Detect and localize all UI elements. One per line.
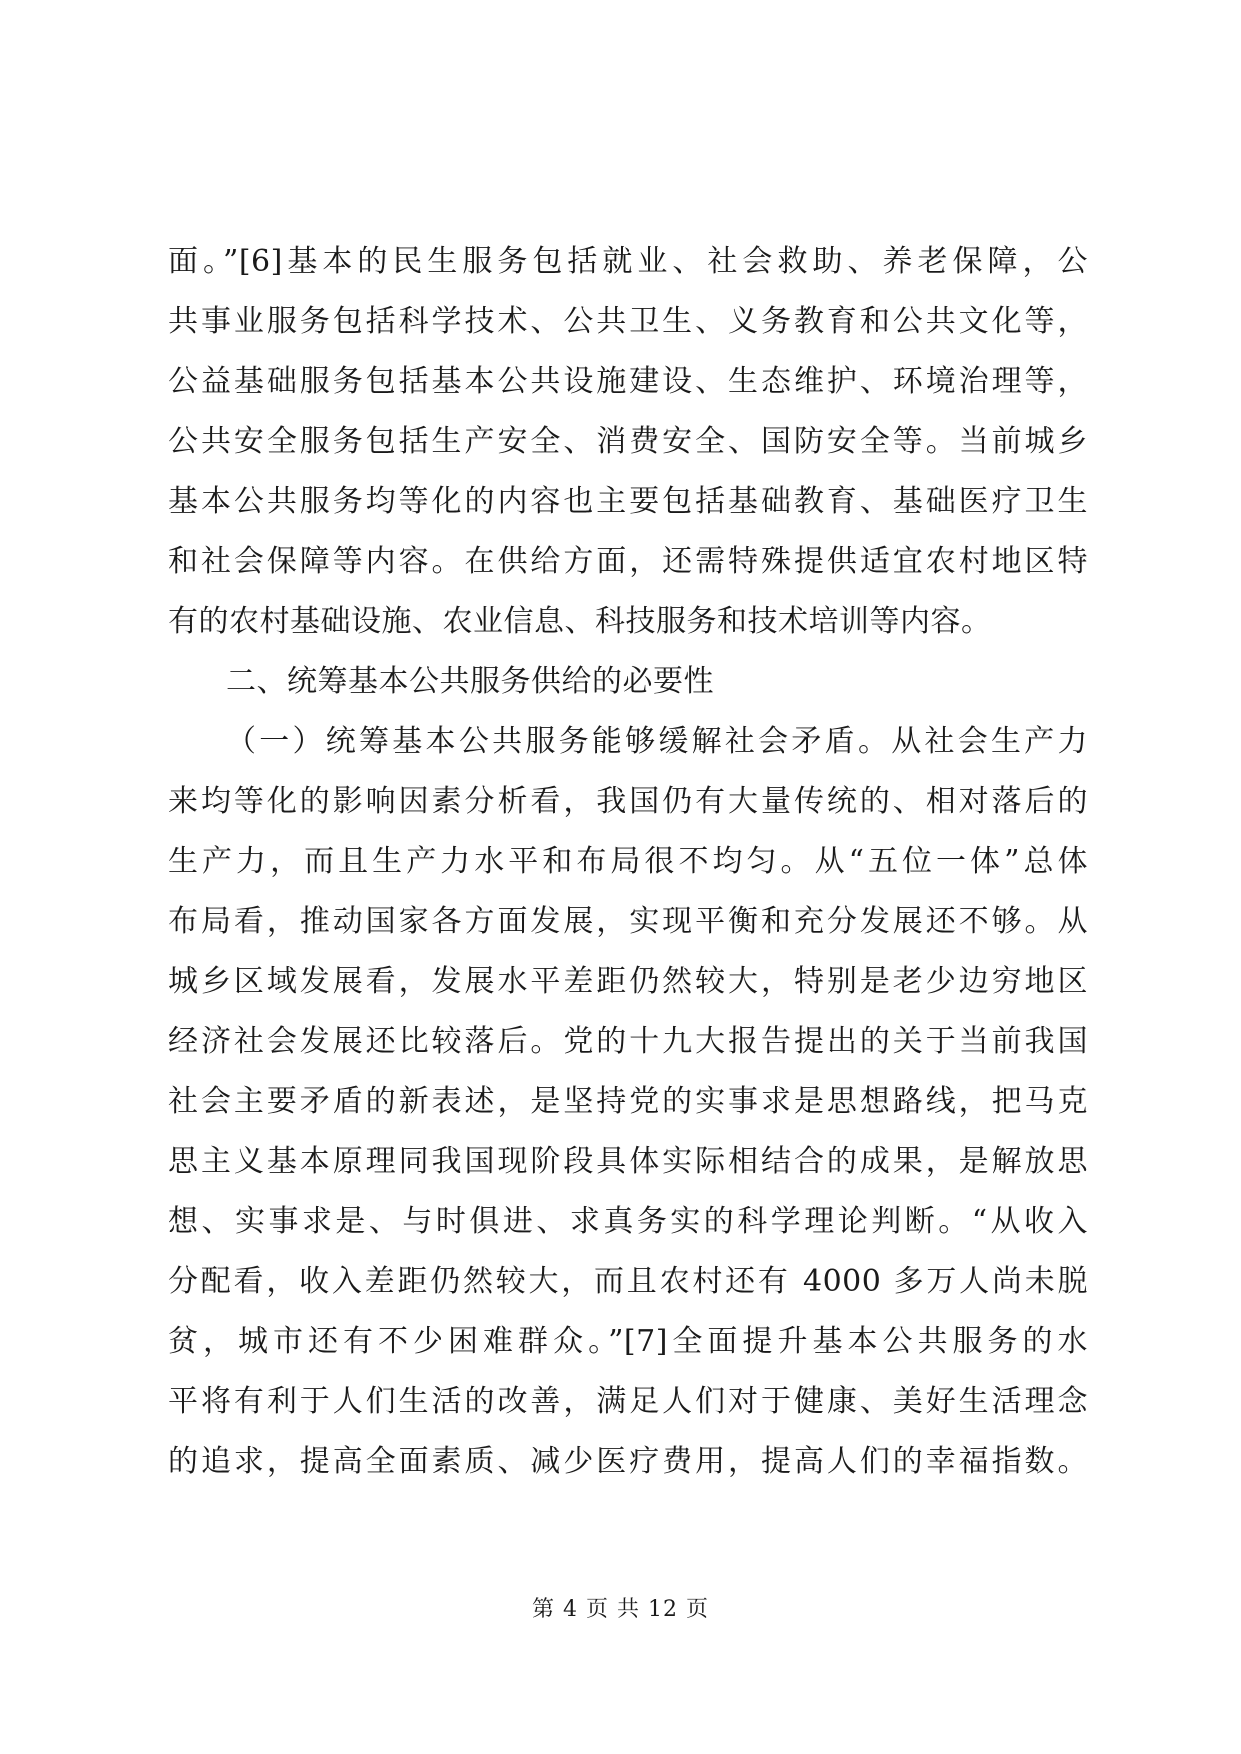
text-line: 生产力，而且生产力水平和布局很不均匀。从“五位一体”总体 [168,844,1088,879]
section-heading: 二、统筹基本公共服务供给的必要性 [226,664,714,699]
text-line: 有的农村基础设施、农业信息、科技服务和技术培训等内容。 [168,604,992,639]
text-line: 共事业服务包括科学技术、公共卫生、义务教育和公共文化等， [168,304,1088,339]
text-line: 基本公共服务均等化的内容也主要包括基础教育、基础医疗卫生 [168,484,1088,519]
text-line: 平将有利于人们生活的改善，满足人们对于健康、美好生活理念 [168,1384,1088,1419]
page-number-footer: 第 4 页 共 12 页 [532,1597,709,1622]
text-line: 和社会保障等内容。在供给方面，还需特殊提供适宜农村地区特 [168,544,1088,579]
text-line: 来均等化的影响因素分析看，我国仍有大量传统的、相对落后的 [168,784,1088,819]
text-line: 经济社会发展还比较落后。党的十九大报告提出的关于当前我国 [168,1024,1088,1059]
text-line: 的追求，提高全面素质、减少医疗费用，提高人们的幸福指数。 [168,1444,1088,1479]
text-line: （一）统筹基本公共服务能够缓解社会矛盾。从社会生产力 [226,724,1088,759]
text-line: 布局看，推动国家各方面发展，实现平衡和充分发展还不够。从 [168,904,1088,939]
text-line: 分配看，收入差距仍然较大，而且农村还有 4000 多万人尚未脱 [168,1264,1088,1299]
body-text [168,232,1088,1492]
text-line: 公益基础服务包括基本公共设施建设、生态维护、环境治理等， [168,364,1088,399]
text-line: 面。”[6]基本的民生服务包括就业、社会救助、养老保障，公 [168,244,1088,279]
text-line: 想、实事求是、与时俱进、求真务实的科学理论判断。“从收入 [168,1204,1088,1239]
text-line: 城乡区域发展看，发展水平差距仍然较大，特别是老少边穷地区 [168,964,1088,999]
text-line: 公共安全服务包括生产安全、消费安全、国防安全等。当前城乡 [168,424,1088,459]
text-line: 思主义基本原理同我国现阶段具体实际相结合的成果，是解放思 [168,1144,1088,1179]
text-line: 贫，城市还有不少困难群众。”[7]全面提升基本公共服务的水 [168,1324,1088,1359]
text-line: 社会主要矛盾的新表述，是坚持党的实事求是思想路线，把马克 [168,1084,1088,1119]
